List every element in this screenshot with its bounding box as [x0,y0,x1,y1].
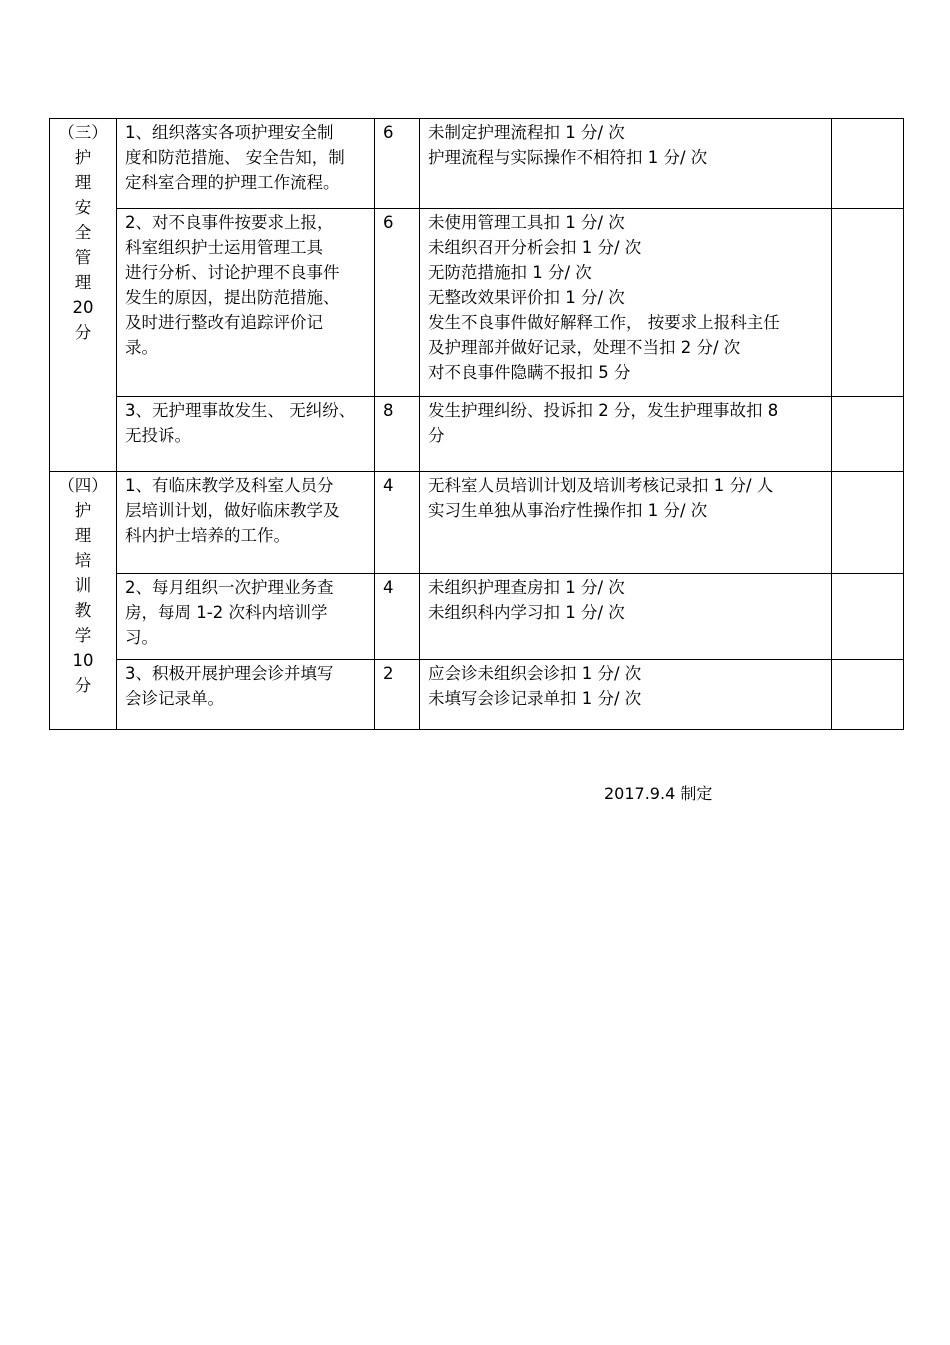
category-line: 安 [74,198,92,217]
blank-cell [832,660,904,730]
item-line: 科内护士培养的工作。 [125,526,290,545]
item-line: 2、每月组织一次护理业务查 [125,578,334,597]
item-cell [117,660,375,730]
category-cell [50,119,117,472]
score-cell: 4 [375,574,420,660]
deduction-line: 未填写会诊记录单扣 1 分/ 次 [428,689,642,708]
deduction-line: 护理流程与实际操作不相符扣 1 分/ 次 [428,148,708,167]
category-line: 20 [72,298,94,317]
item-cell [117,472,375,574]
score-cell: 4 [375,472,420,574]
item-line: 度和防范措施、 安全告知，制 [125,148,345,167]
item-line: 发生的原因，提出防范措施、 [125,288,340,307]
category-line: 学 [74,626,92,645]
deduction-line: 发生不良事件做好解释工作， 按要求上报科主任 [428,313,780,332]
deduction-line: 未组织科内学习扣 1 分/ 次 [428,603,625,622]
blank-cell [832,209,904,397]
deduction-line: 对不良事件隐瞒不报扣 5 分 [428,363,631,382]
item-line: 无投诉。 [125,426,191,445]
scoring-table [49,118,904,730]
category-cell [50,472,117,730]
table-row [50,472,904,574]
deduction-cell [420,397,832,472]
item-line: 进行分析、讨论护理不良事件 [125,263,340,282]
deduction-cell [420,574,832,660]
category-line: 分 [74,676,92,695]
deduction-line: 无科室人员培训计划及培训考核记录扣 1 分/ 人 [428,476,774,495]
deduction-line: 实习生单独从事治疗性操作扣 1 分/ 次 [428,501,708,520]
item-line: 科室组织护士运用管理工具 [125,238,323,257]
category-line: 护 [74,148,92,167]
deduction-line: 及护理部并做好记录，处理不当扣 2 分/ 次 [428,338,741,357]
date-footer: 2017.9.4 制定 [604,784,713,803]
item-line: 房，每周 1-2 次科内培训学 [125,603,328,622]
deduction-line: 未制定护理流程扣 1 分/ 次 [428,123,625,142]
table-row [50,574,904,660]
blank-cell [832,574,904,660]
item-line: 习。 [125,628,158,647]
item-line: 1、组织落实各项护理安全制 [125,123,334,142]
item-line: 3、积极开展护理会诊并填写 [125,664,334,683]
item-line: 定科室合理的护理工作流程。 [125,173,340,192]
blank-cell [832,472,904,574]
category-line: （三） [58,123,108,142]
category-line: 理 [74,173,92,192]
table-row [50,397,904,472]
table-row [50,209,904,397]
blank-cell [832,397,904,472]
table-row [50,119,904,209]
deduction-cell [420,119,832,209]
deduction-line: 应会诊未组织会诊扣 1 分/ 次 [428,664,642,683]
deduction-line: 未组织召开分析会扣 1 分/ 次 [428,238,642,257]
item-line: 及时进行整改有追踪评价记 [125,313,323,332]
score-cell: 6 [375,209,420,397]
deduction-line: 未组织护理查房扣 1 分/ 次 [428,578,625,597]
deduction-cell [420,660,832,730]
category-line: （四） [58,476,108,495]
item-line: 层培训计划，做好临床教学及 [125,501,340,520]
category-line: 全 [74,223,92,242]
item-cell [117,119,375,209]
category-line: 理 [74,526,92,545]
category-line: 理 [74,273,92,292]
deduction-line: 无整改效果评价扣 1 分/ 次 [428,288,625,307]
item-line: 录。 [125,338,158,357]
deduction-cell [420,472,832,574]
score-cell: 2 [375,660,420,730]
deduction-line: 未使用管理工具扣 1 分/ 次 [428,213,625,232]
score-cell: 8 [375,397,420,472]
category-line: 培 [74,551,92,570]
category-line: 分 [74,323,92,342]
category-line: 教 [74,601,92,620]
category-line: 10 [72,651,94,670]
category-line: 护 [74,501,92,520]
blank-cell [832,119,904,209]
deduction-line: 分 [428,426,445,445]
deduction-line: 发生护理纠纷、投诉扣 2 分，发生护理事故扣 8 [428,401,779,420]
item-line: 3、无护理事故发生、 无纠纷、 [125,401,356,420]
item-line: 会诊记录单。 [125,689,224,708]
deduction-cell [420,209,832,397]
item-cell [117,574,375,660]
category-line: 训 [74,576,92,595]
item-line: 1、有临床教学及科室人员分 [125,476,334,495]
deduction-line: 无防范措施扣 1 分/ 次 [428,263,592,282]
item-line: 2、对不良事件按要求上报， [125,213,334,232]
category-line: 管 [74,248,92,267]
item-cell [117,209,375,397]
table-row [50,660,904,730]
item-cell [117,397,375,472]
score-cell: 6 [375,119,420,209]
